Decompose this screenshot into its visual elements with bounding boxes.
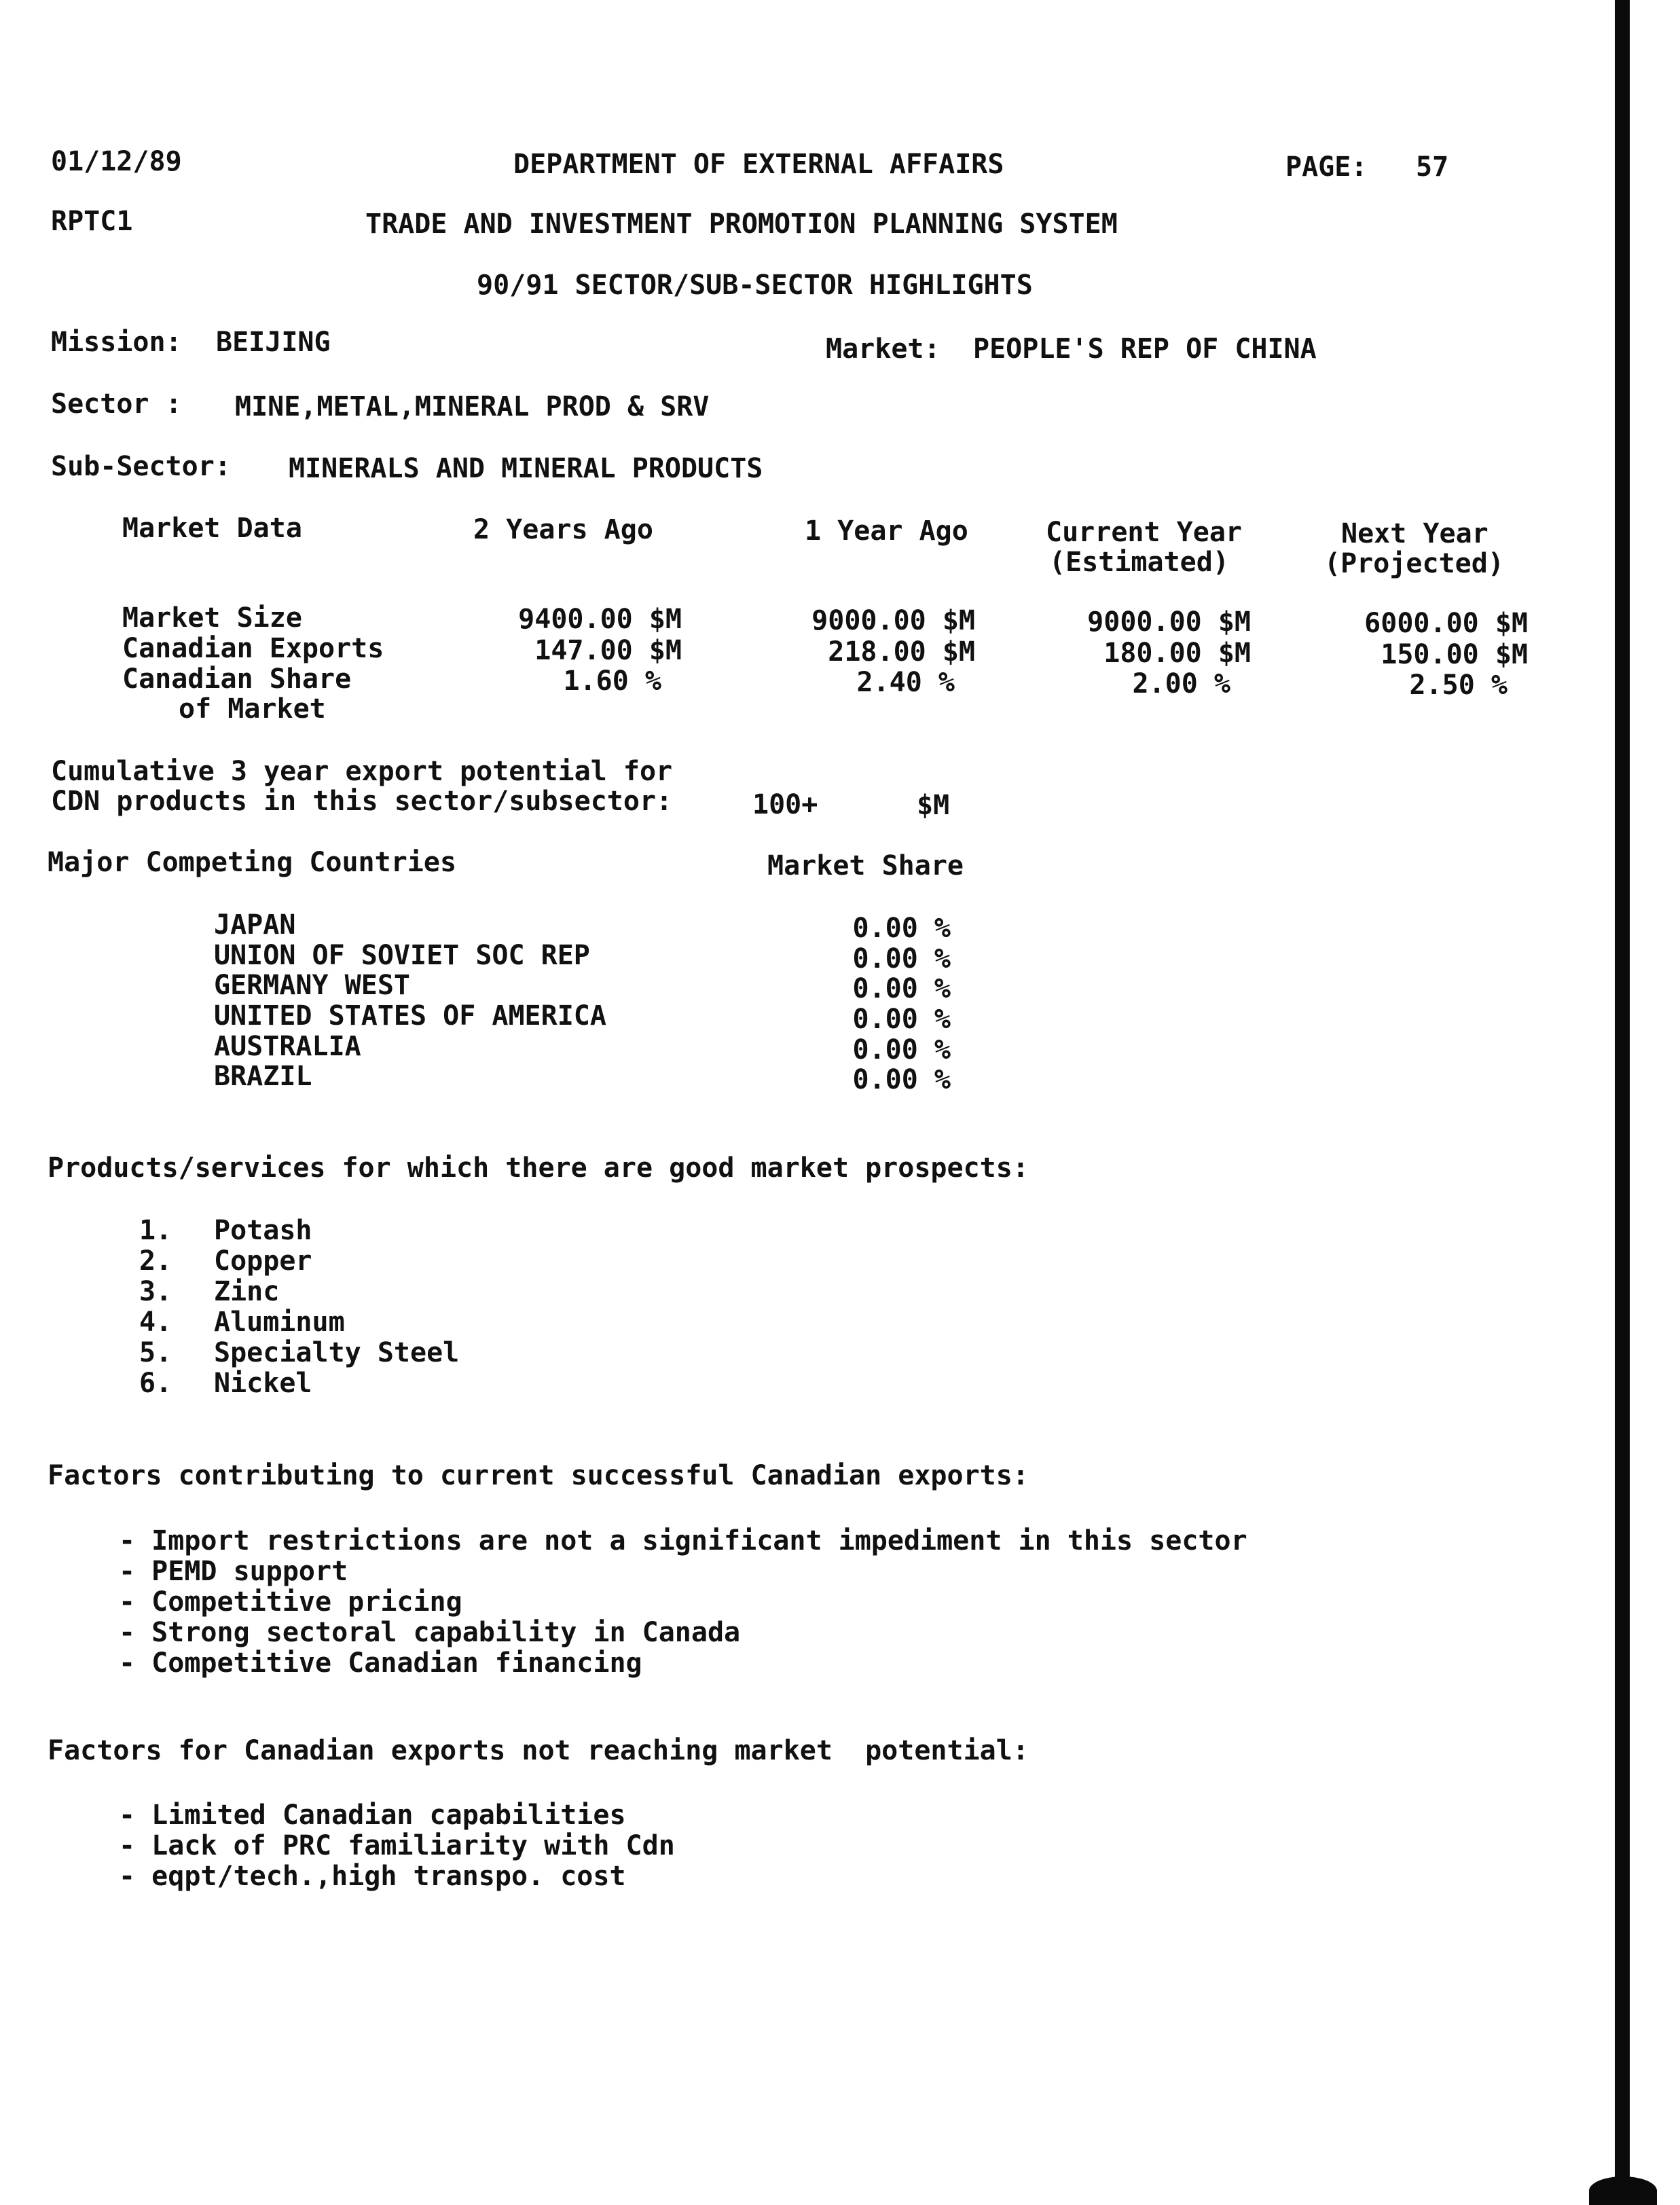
export-potential-value: 100+ xyxy=(752,789,818,820)
row-label-of-market: of Market xyxy=(179,693,326,725)
mission-value: BEIJING xyxy=(216,327,331,358)
page-label: PAGE: xyxy=(1285,151,1368,183)
column-subheader-projected: (Projected) xyxy=(1324,548,1504,579)
list-item: Nickel xyxy=(214,1368,312,1399)
page-edge-bar xyxy=(1615,0,1630,2205)
barrier-factors-heading: Factors for Canadian exports not reaching market potential: xyxy=(48,1735,1029,1766)
competitor-share: 0.00 % xyxy=(852,913,951,944)
subsector-label: Sub-Sector: xyxy=(51,451,231,482)
table-cell: 2.00 % xyxy=(1132,668,1230,699)
competitor-share: 0.00 % xyxy=(852,943,951,974)
list-item: Zinc xyxy=(214,1276,280,1307)
list-item: - Competitive pricing xyxy=(119,1586,462,1618)
competitor-country: GERMANY WEST xyxy=(214,970,410,1001)
list-item: Potash xyxy=(214,1215,312,1246)
table-cell: 9000.00 $M xyxy=(811,605,975,636)
export-potential-line2: CDN products in this sector/subsector: xyxy=(51,786,673,817)
market-label: Market: xyxy=(826,333,941,365)
table-cell: 9000.00 $M xyxy=(1087,606,1251,638)
competitor-country: AUSTRALIA xyxy=(214,1031,361,1062)
report-code: RPTC1 xyxy=(51,206,133,237)
competitor-country: BRAZIL xyxy=(214,1061,312,1092)
column-header-2-years-ago: 2 Years Ago xyxy=(473,514,653,545)
page-edge-foot xyxy=(1589,2176,1657,2205)
market-share-header: Market Share xyxy=(767,850,964,881)
list-item-number: 4. xyxy=(139,1307,172,1338)
export-potential-line1: Cumulative 3 year export potential for xyxy=(51,756,673,787)
list-item: Aluminum xyxy=(214,1307,345,1338)
competitor-country: UNION OF SOVIET SOC REP xyxy=(214,940,590,971)
row-label-canadian-share: Canadian Share xyxy=(122,663,352,695)
list-item-number: 6. xyxy=(139,1368,172,1399)
list-item: - eqpt/tech.,high transpo. cost xyxy=(119,1861,626,1892)
row-label-market-size: Market Size xyxy=(122,602,302,634)
department-name: DEPARTMENT OF EXTERNAL AFFAIRS xyxy=(513,149,1004,180)
competitor-country: JAPAN xyxy=(214,909,296,941)
table-cell: 147.00 $M xyxy=(534,635,682,666)
list-item: - Lack of PRC familiarity with Cdn xyxy=(119,1830,675,1861)
list-item-number: 2. xyxy=(139,1245,172,1277)
list-item-number: 5. xyxy=(139,1337,172,1368)
column-subheader-estimated: (Estimated) xyxy=(1049,547,1229,578)
success-factors-heading: Factors contributing to current successful Canadian exports: xyxy=(48,1460,1029,1491)
competitor-share: 0.00 % xyxy=(852,1064,951,1095)
table-cell: 180.00 $M xyxy=(1103,638,1251,669)
sector-label: Sector : xyxy=(51,388,182,420)
subsector-value: MINERALS AND MINERAL PRODUCTS xyxy=(289,453,763,484)
list-item: Specialty Steel xyxy=(214,1337,460,1368)
column-header-current-year: Current Year xyxy=(1046,517,1242,548)
table-cell: 1.60 % xyxy=(563,666,661,697)
list-item-number: 1. xyxy=(139,1215,172,1246)
list-item-number: 3. xyxy=(139,1276,172,1307)
list-item: - Import restrictions are not a significant impediment in this sector xyxy=(119,1525,1247,1556)
export-potential-unit: $M xyxy=(917,790,950,821)
report-title: 90/91 SECTOR/SUB-SECTOR HIGHLIGHTS xyxy=(477,270,1033,301)
list-item: - Strong sectoral capability in Canada xyxy=(119,1617,741,1648)
table-cell: 2.40 % xyxy=(856,667,955,698)
market-value: PEOPLE'S REP OF CHINA xyxy=(973,333,1317,365)
column-header-next-year: Next Year xyxy=(1341,518,1489,549)
report-date: 01/12/89 xyxy=(51,146,182,177)
list-item: - Competitive Canadian financing xyxy=(119,1647,642,1679)
table-cell: 218.00 $M xyxy=(828,636,975,668)
table-cell: 9400.00 $M xyxy=(518,604,682,635)
market-data-header: Market Data xyxy=(122,513,302,544)
competitor-share: 0.00 % xyxy=(852,1034,951,1065)
competitor-share: 0.00 % xyxy=(852,1004,951,1035)
competitors-header: Major Competing Countries xyxy=(48,847,457,878)
mission-label: Mission: xyxy=(51,327,182,358)
list-item: - Limited Canadian capabilities xyxy=(119,1800,626,1831)
table-cell: 2.50 % xyxy=(1409,670,1508,701)
row-label-canadian-exports: Canadian Exports xyxy=(122,633,384,664)
system-title: TRADE AND INVESTMENT PROMOTION PLANNING SYSTEM xyxy=(365,208,1118,240)
prospects-heading: Products/services for which there are good market prospects: xyxy=(48,1152,1029,1184)
table-cell: 150.00 $M xyxy=(1381,639,1528,670)
competitor-country: UNITED STATES OF AMERICA xyxy=(214,1000,606,1032)
list-item: Copper xyxy=(214,1245,312,1277)
list-item: - PEMD support xyxy=(119,1556,348,1587)
sector-value: MINE,METAL,MINERAL PROD & SRV xyxy=(235,391,710,422)
competitor-share: 0.00 % xyxy=(852,973,951,1004)
page-number: 57 xyxy=(1416,151,1449,183)
table-cell: 6000.00 $M xyxy=(1364,608,1528,639)
column-header-1-year-ago: 1 Year Ago xyxy=(805,515,968,547)
